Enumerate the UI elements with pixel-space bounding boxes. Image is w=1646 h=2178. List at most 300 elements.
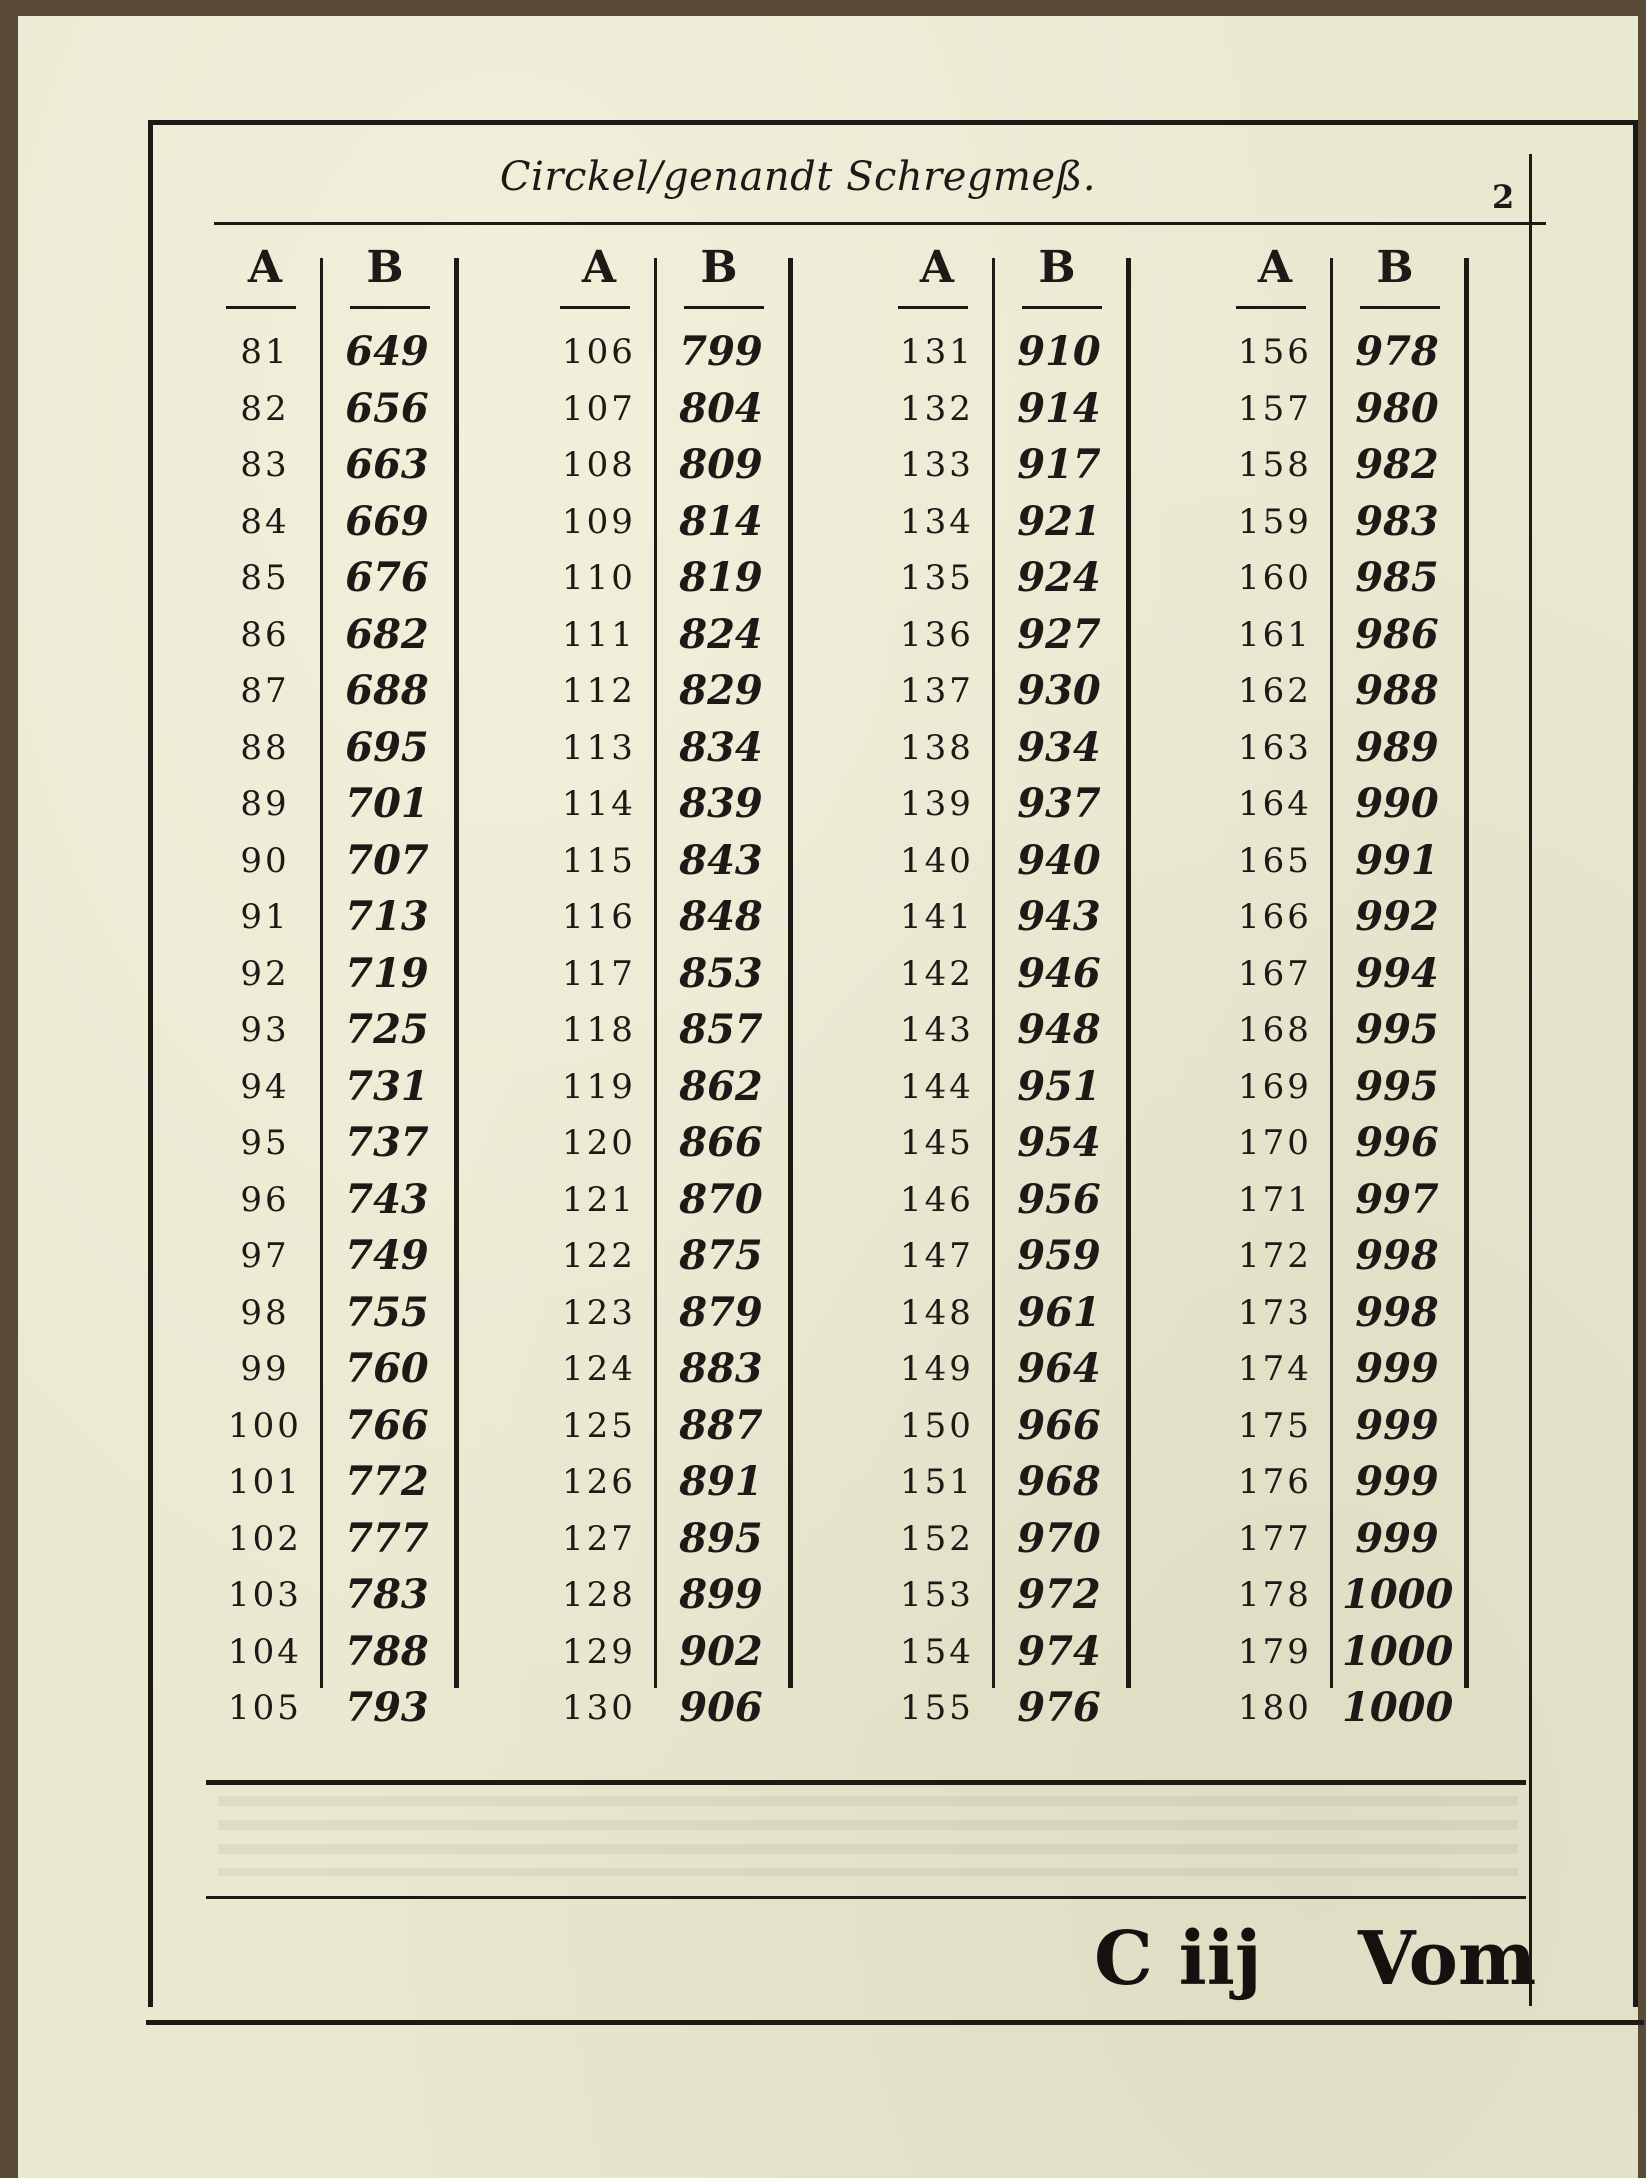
header-rule [350,306,430,309]
cell-a-value: 156 [1238,332,1312,372]
table-row [220,1343,460,1400]
cell-b-value: 999 [1355,1458,1439,1505]
table-row [1230,1287,1470,1344]
cell-a-value: 96 [240,1179,290,1220]
cell-b-value: 804 [679,384,763,432]
cell-a-value: 122 [562,1236,636,1276]
table-row [892,1682,1132,1739]
cell-a-value: 83 [240,445,290,485]
table-row [554,665,794,722]
table-row [554,609,794,666]
table-row [1230,1682,1470,1739]
header-rule [560,306,630,309]
table-row [1230,1117,1470,1174]
cell-a-value: 82 [240,388,290,429]
cell-b-value: 951 [1017,1062,1101,1110]
table-row [1230,778,1470,835]
cell-a-value: 172 [1238,1236,1312,1276]
cell-a-value: 136 [900,614,974,655]
cell-a-value: 117 [562,953,636,994]
cell-b-value: 943 [1017,893,1101,940]
cell-a-value: 100 [228,1405,302,1446]
cell-b-value: 982 [1355,441,1439,488]
table-rows [554,326,794,1739]
table-row [220,722,460,779]
cell-b-value: 990 [1355,780,1439,827]
cell-a-value: 154 [900,1631,974,1672]
table-block-2 [554,238,824,1734]
cell-a-value: 175 [1238,1405,1312,1446]
footer-rule-upper [206,1780,1526,1785]
frame-bottom-rule [146,2020,1644,2025]
cell-a-value: 115 [562,840,636,881]
cell-a-value: 129 [562,1631,636,1672]
cell-a-value: 167 [1238,953,1312,994]
cell-a-value: 102 [228,1518,302,1559]
cell-b-value: 1000 [1342,1571,1454,1618]
cell-b-value: 799 [679,328,763,375]
header-rule [684,306,764,309]
cell-a-value: 157 [1238,388,1312,429]
table-row [1230,326,1470,383]
cell-b-value: 772 [345,1458,429,1505]
table-row [554,1174,794,1231]
cell-b-value: 819 [679,554,763,601]
table-row [554,1513,794,1570]
cell-b-value: 695 [345,723,429,771]
table-row [1230,1343,1470,1400]
cell-a-value: 148 [900,1292,974,1333]
cell-b-value: 954 [1017,1119,1101,1166]
cell-a-value: 104 [228,1631,302,1672]
cell-b-value: 755 [345,1288,429,1336]
cell-b-value: 994 [1355,949,1439,997]
cell-b-value: 917 [1017,441,1101,488]
table-rows [1230,326,1470,1739]
cell-b-value: 924 [1017,554,1101,601]
cell-b-value: 682 [345,610,429,658]
cell-b-value: 862 [679,1062,763,1110]
table-row [554,1061,794,1118]
table-row [1230,1061,1470,1118]
table-row [1230,665,1470,722]
cell-a-value: 133 [900,445,974,485]
table-row [892,552,1132,609]
cell-a-value: 110 [562,558,636,598]
cell-b-value: 974 [1017,1627,1101,1675]
table-row [892,609,1132,666]
cell-b-value: 910 [1017,328,1101,375]
table-row [220,665,460,722]
cell-b-value: 992 [1355,893,1439,940]
table-row [554,326,794,383]
cell-b-value: 980 [1355,384,1439,432]
table-row [892,1343,1132,1400]
table-row [220,1682,460,1739]
cell-a-value: 140 [900,840,974,881]
running-head: Circkel/genandt Schregmeß. [499,154,1097,200]
cell-b-value: 887 [679,1401,763,1449]
cell-b-value: 713 [345,893,429,940]
cell-b-value: 976 [1017,1684,1101,1731]
cell-a-value: 142 [900,953,974,994]
column-header-b: B [700,242,738,293]
cell-b-value: 991 [1355,836,1439,884]
table-row [220,383,460,440]
cell-b-value: 998 [1355,1232,1439,1279]
cell-b-value: 814 [679,497,763,545]
cell-a-value: 176 [1238,1462,1312,1502]
cell-b-value: 793 [345,1684,429,1731]
cell-a-value: 180 [1238,1688,1312,1728]
cell-b-value: 788 [345,1627,429,1675]
cell-b-value: 895 [679,1514,763,1562]
table-row [892,1230,1132,1287]
table-row [554,722,794,779]
table-row [1230,1400,1470,1457]
cell-a-value: 113 [562,727,636,768]
cell-b-value: 669 [345,497,429,545]
table-row [892,1626,1132,1683]
cell-a-value: 134 [900,501,974,542]
table-row [1230,552,1470,609]
frame-inner-rule [1529,154,1532,2006]
cell-a-value: 161 [1238,614,1312,655]
catchword: Vom [1358,1916,1537,2002]
table-row [220,552,460,609]
cell-b-value: 676 [345,554,429,601]
cell-b-value: 663 [345,441,429,488]
cell-b-value: 959 [1017,1232,1101,1279]
cell-a-value: 90 [240,840,290,881]
cell-a-value: 91 [240,897,290,937]
cell-b-value: 995 [1355,1062,1439,1110]
cell-b-value: 743 [345,1175,429,1223]
table-row [1230,1174,1470,1231]
table-row [220,1513,460,1570]
table-row [554,948,794,1005]
column-header-a: A [919,242,955,293]
cell-a-value: 99 [240,1349,290,1389]
cell-b-value: 848 [679,893,763,940]
table-row [892,1569,1132,1626]
cell-b-value: 997 [1355,1175,1439,1223]
table-block-4 [1230,238,1500,1734]
cell-b-value: 760 [345,1345,429,1392]
cell-a-value: 116 [562,897,636,937]
column-header-b: B [366,242,404,293]
cell-a-value: 135 [900,558,974,598]
table-row [554,1400,794,1457]
cell-b-value: 809 [679,441,763,488]
cell-b-value: 875 [679,1232,763,1279]
table-row [220,835,460,892]
cell-a-value: 86 [240,614,290,655]
table-row [554,1287,794,1344]
cell-b-value: 995 [1355,1006,1439,1053]
table-row [220,1456,460,1513]
cell-a-value: 144 [900,1066,974,1107]
table-row [1230,609,1470,666]
table-row [892,1287,1132,1344]
table-row [1230,383,1470,440]
cell-a-value: 105 [228,1688,302,1728]
cell-a-value: 153 [900,1575,974,1615]
cell-b-value: 934 [1017,723,1101,771]
table-row [892,1174,1132,1231]
cell-b-value: 906 [679,1684,763,1731]
table-row [554,1682,794,1739]
cell-b-value: 927 [1017,610,1101,658]
table-row [220,948,460,1005]
table-row [554,1230,794,1287]
cell-a-value: 178 [1238,1575,1312,1615]
table-row [1230,835,1470,892]
table-row [892,383,1132,440]
table-row [220,778,460,835]
cell-a-value: 141 [900,897,974,937]
cell-b-value: 834 [679,723,763,771]
table-row [892,496,1132,553]
cell-a-value: 112 [562,671,636,711]
cell-a-value: 139 [900,784,974,824]
cell-b-value: 996 [1355,1119,1439,1166]
cell-a-value: 163 [1238,727,1312,768]
cell-a-value: 85 [240,558,290,598]
table-block-3 [892,238,1162,1734]
table-row [892,948,1132,1005]
cell-a-value: 95 [240,1123,290,1163]
cell-a-value: 132 [900,388,974,429]
cell-a-value: 124 [562,1349,636,1389]
table-row [892,1400,1132,1457]
cell-a-value: 171 [1238,1179,1312,1220]
table-row [220,1626,460,1683]
cell-b-value: 749 [345,1232,429,1279]
cell-b-value: 777 [345,1514,429,1562]
cell-b-value: 986 [1355,610,1439,658]
cell-a-value: 109 [562,501,636,542]
cell-a-value: 165 [1238,840,1312,881]
cell-a-value: 174 [1238,1349,1312,1389]
header-rule [898,306,968,309]
cell-a-value: 94 [240,1066,290,1107]
table-row [892,1117,1132,1174]
cell-a-value: 108 [562,445,636,485]
cell-b-value: 989 [1355,723,1439,771]
cell-b-value: 985 [1355,554,1439,601]
cell-a-value: 107 [562,388,636,429]
cell-b-value: 870 [679,1175,763,1223]
cell-a-value: 143 [900,1010,974,1050]
cell-a-value: 137 [900,671,974,711]
cell-a-value: 127 [562,1518,636,1559]
cell-a-value: 146 [900,1179,974,1220]
table-row [220,609,460,666]
book-page [18,16,1638,2178]
cell-a-value: 138 [900,727,974,768]
table-row [1230,439,1470,496]
cell-b-value: 978 [1355,328,1439,375]
table-row [1230,1513,1470,1570]
cell-a-value: 89 [240,784,290,824]
cell-b-value: 783 [345,1571,429,1618]
table-row [220,891,460,948]
table-row [1230,1456,1470,1513]
cell-b-value: 725 [345,1006,429,1053]
cell-b-value: 966 [1017,1401,1101,1449]
cell-b-value: 968 [1017,1458,1101,1505]
cell-b-value: 891 [679,1458,763,1505]
table-row [220,1174,460,1231]
cell-a-value: 160 [1238,558,1312,598]
cell-a-value: 98 [240,1292,290,1333]
table-row [220,1061,460,1118]
cell-b-value: 961 [1017,1288,1101,1336]
cell-b-value: 829 [679,667,763,714]
cell-b-value: 701 [345,780,429,827]
table-row [892,439,1132,496]
table-row [220,1569,460,1626]
cell-b-value: 956 [1017,1175,1101,1223]
column-header-b: B [1376,242,1414,293]
table-row [220,1004,460,1061]
cell-b-value: 766 [345,1401,429,1449]
cell-b-value: 1000 [1342,1684,1454,1731]
table-row [554,835,794,892]
header-rule [1360,306,1440,309]
cell-b-value: 902 [679,1627,763,1675]
cell-b-value: 737 [345,1119,429,1166]
column-header-a: A [247,242,283,293]
cell-a-value: 88 [240,727,290,768]
cell-a-value: 159 [1238,501,1312,542]
table-block-1 [220,238,490,1734]
cell-b-value: 970 [1017,1514,1101,1562]
cell-b-value: 999 [1355,1345,1439,1392]
header-rule [1022,306,1102,309]
cell-a-value: 149 [900,1349,974,1389]
cell-b-value: 866 [679,1119,763,1166]
table-rows [892,326,1132,1739]
cell-b-value: 937 [1017,780,1101,827]
table-row [554,439,794,496]
cell-a-value: 158 [1238,445,1312,485]
header-rule [226,306,296,309]
cell-a-value: 84 [240,501,290,542]
cell-a-value: 128 [562,1575,636,1615]
column-header-a: A [1257,242,1293,293]
table-row [220,326,460,383]
cell-a-value: 103 [228,1575,302,1615]
cell-a-value: 168 [1238,1010,1312,1050]
cell-a-value: 97 [240,1236,290,1276]
cell-b-value: 998 [1355,1288,1439,1336]
cell-b-value: 879 [679,1288,763,1336]
page-number: 2 [1492,178,1515,216]
table-row [554,1569,794,1626]
cell-b-value: 688 [345,667,429,714]
column-header-b: B [1038,242,1076,293]
table-row [892,326,1132,383]
cell-b-value: 839 [679,780,763,827]
table-row [892,891,1132,948]
cell-a-value: 164 [1238,784,1312,824]
cell-b-value: 899 [679,1571,763,1618]
table-row [1230,948,1470,1005]
table-row [554,383,794,440]
cell-a-value: 120 [562,1123,636,1163]
cell-a-value: 114 [562,784,636,824]
cell-a-value: 119 [562,1066,636,1107]
cell-b-value: 999 [1355,1401,1439,1449]
table-row [892,1456,1132,1513]
table-row [220,1287,460,1344]
cell-a-value: 87 [240,671,290,711]
cell-a-value: 162 [1238,671,1312,711]
table-row [554,1626,794,1683]
cell-a-value: 125 [562,1405,636,1446]
table-row [220,1230,460,1287]
table-row [1230,1230,1470,1287]
cell-b-value: 914 [1017,384,1101,432]
cell-b-value: 824 [679,610,763,658]
table-row [1230,496,1470,553]
cell-a-value: 123 [562,1292,636,1333]
cell-a-value: 150 [900,1405,974,1446]
table-row [554,496,794,553]
cell-a-value: 147 [900,1236,974,1276]
table-row [554,1343,794,1400]
table-row [892,722,1132,779]
signature-mark: C iij [1094,1916,1262,2002]
table-row [220,1400,460,1457]
cell-b-value: 999 [1355,1514,1439,1562]
cell-b-value: 948 [1017,1006,1101,1053]
table-row [892,1061,1132,1118]
cell-b-value: 964 [1017,1345,1101,1392]
cell-a-value: 145 [900,1123,974,1163]
table-row [554,1456,794,1513]
cell-a-value: 131 [900,332,974,372]
cell-a-value: 130 [562,1688,636,1728]
cell-b-value: 946 [1017,949,1101,997]
cell-a-value: 126 [562,1462,636,1502]
header-rule [1236,306,1306,309]
table-row [1230,1569,1470,1626]
cell-b-value: 731 [345,1062,429,1110]
table-row [554,1004,794,1061]
cell-a-value: 151 [900,1462,974,1502]
table-row [892,778,1132,835]
cell-a-value: 173 [1238,1292,1312,1333]
table-row [554,778,794,835]
cell-a-value: 169 [1238,1066,1312,1107]
cell-a-value: 92 [240,953,290,994]
cell-a-value: 81 [240,332,290,372]
cell-a-value: 106 [562,332,636,372]
cell-b-value: 972 [1017,1571,1101,1618]
cell-a-value: 101 [228,1462,302,1502]
cell-b-value: 656 [345,384,429,432]
cell-b-value: 883 [679,1345,763,1392]
cell-b-value: 857 [679,1006,763,1053]
table-row [1230,1626,1470,1683]
table-row [1230,722,1470,779]
cell-a-value: 118 [562,1010,636,1050]
table-rows [220,326,460,1739]
cell-b-value: 940 [1017,836,1101,884]
